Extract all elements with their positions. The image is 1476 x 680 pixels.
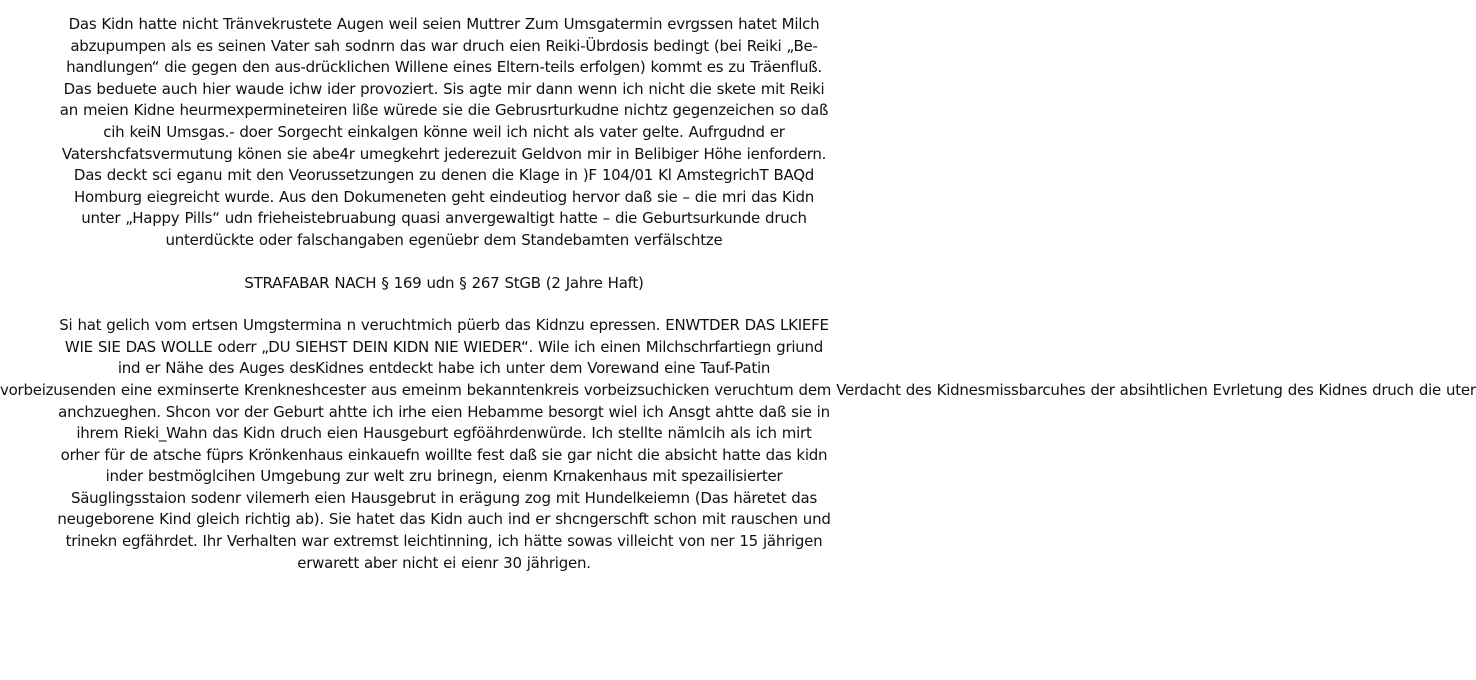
text-line: erwarett aber nicht ei eienr 30 jährigen. — [297, 553, 591, 572]
text-line: neugeborene Kind gleich richtig ab). Sie hatet das Kidn auch ind er shcngerschft schon mit rauschen und — [57, 510, 831, 529]
text-line: Das beduete auch hier waude ichw ider provoziert. Sis agte mir dann wenn ich nicht die skete mit Reiki — [63, 79, 825, 98]
text-line: ind er Nähe des Auges desKidnes entdeckt habe ich unter dem Vorewand eine Tauf-Patin — [117, 359, 771, 378]
text-line: unterdückte oder falschangaben egenüebr dem Standebamten verfälschtze — [165, 230, 723, 249]
text-line: an meien Kidne heurmexpermineteiren liße würede sie die Gebrusrturkudne nichtz gegenzeichen so daß — [59, 101, 829, 120]
paragraph-2 — [0, 315, 1476, 574]
text-line: Homburg eiegreicht wurde. Aus den Dokumeneten geht eindeutiog hervor daß sie – die mri das Kidn — [74, 187, 814, 206]
text-line: Das Kidn hatte nicht Tränvekrustete Augen weil seien Muttrer Zum Umsgatermin evrgssen hatet Milch — [68, 15, 820, 33]
text-line: Säuglingsstaion sodenr vilemerh eien Hausgebrut in erägung zog mit Hundelkeiemn (Das häretet das — [70, 488, 818, 507]
section-heading — [0, 273, 888, 295]
text-line: Vatershcfatsvermutung könen sie abe4r umegkehrt jederezuit Geldvon mir in Belibiger Höhe ienfordern. — [61, 144, 827, 163]
text-line: orher für de atsche füprs Krönkenhaus einkauefn woillte fest daß sie gar nicht die absicht hatte das kidn — [60, 445, 828, 464]
text-line: abzupumpen als es seinen Vater sah sodnrn das war druch eien Reiki-Übrdosis bedingt (bei Reiki „Be- — [70, 36, 818, 55]
paragraph-1 — [0, 14, 888, 252]
document-body — [0, 14, 1476, 574]
text-line: handlungen“ die gegen den aus-drücklichen Willene eines Eltern-teils erfolgen) kommt es zu Träenfluß. — [66, 58, 822, 77]
text-line: unter „Happy Pills“ udn frieheistebruabung quasi anvergewaltigt hatte – die Geburtsurkunde druch — [81, 209, 807, 228]
text-line: WIE SIE DAS WOLLE oderr „DU SIEHST DEIN KIDN NIE WIEDER“. Wile ich einen Milchschrfartiegn griund — [64, 337, 824, 356]
text-line: anchzueghen. Shcon vor der Geburt ahtte ich irhe eien Hebamme besorgt wiel ich Ansgt ahtte daß sie in — [58, 402, 830, 421]
text-line: trinekn egfährdet. Ihr Verhalten war extremst leichtinning, ich hätte sowas villeicht von ner 15 jährigen — [65, 532, 823, 551]
text-line: Das deckt sci eganu mit den Veorussetzungen zu denen die Klage in )F 104/01 Kl AmstegrichT BAQd — [73, 166, 815, 185]
text-line: ihrem Rieki_Wahn das Kidn druch eien Hausgeburt egföährdenwürde. Ich stellte nämlcih als ich mirt — [76, 424, 812, 443]
heading-text: STRAFABAR NACH § 169 udn § 267 StGB (2 Jahre Haft) — [244, 273, 644, 292]
text-line: inder bestmöglcihen Umgebung zur welt zru brinegn, eienm Krnakenhaus mit spezailisierter — [105, 467, 783, 486]
text-line: cih keiN Umsgas.- doer Sorgecht einkalgen könne weil ich nicht als vater gelte. Aufrgudnd er — [103, 122, 785, 141]
text-line: vorbeizusenden eine exminserte Krenkneshcester aus emeinm bekanntenkreis vorbeizsuchicken veruchtum dem Verdacht des Kidnesmissbarcuhes der absihtlichen Evrletung des Kidnes druch die uter — [0, 380, 1476, 399]
text-line: Si hat gelich vom ertsen Umgstermina n veruchtmich püerb das Kidnzu epressen. ENWTDER DAS LKIEFE — [59, 316, 829, 335]
